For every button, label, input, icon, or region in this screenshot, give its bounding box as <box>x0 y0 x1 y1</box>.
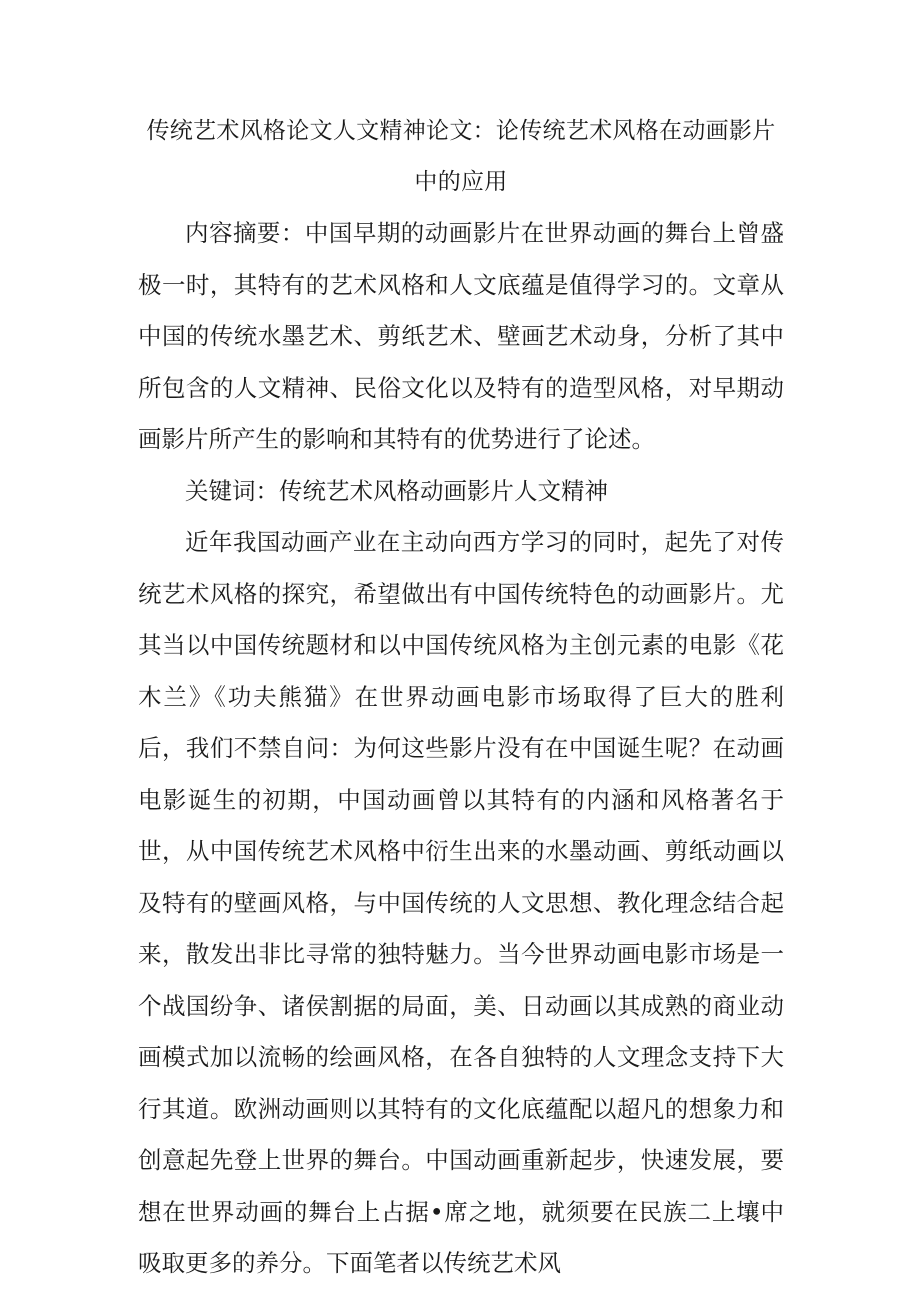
body-paragraph: 近年我国动画产业在主动向西方学习的同时，起先了对传统艺术风格的探究，希望做出有中国传统特色的动画影片。尤其当以中国传统题材和以中国传统风格为主创元素的电影《花木兰》《功夫熊猫》在世界动画电影市场取得了巨大的胜利后，我们不禁自问：为何这些影片没有在中国诞生呢？在动画电影诞生的初期，中国动画曾以其特有的内涵和风格著名于世，从中国传统艺术风格中衍生出来的水墨动画、剪纸动画以及特有的壁画风格，与中国传统的人文思想、教化理念结合起来，散发出非比寻常的独特魅力。当今世界动画电影市场是一个战国纷争、诸侯割据的局面，美、日动画以其成熟的商业动画模式加以流畅的绘画风格，在各自独特的人文理念支持下大行其道。欧洲动画则以其特有的文化底蕴配以超凡的想象力和创意起先登上世界的舞台。中国动画重新起步，快速发展，要想在世界动画的舞台上占据•席之地，就须要在民族二上壤中吸取更多的养分。下面笔者以传统艺术风 <box>138 528 784 1277</box>
document-body <box>138 106 784 1290</box>
keywords-paragraph: 关键词：传统艺术风格动画影片人文精神 <box>185 476 608 505</box>
document-title: 传统艺术风格论文人文精神论文：论传统艺术风格在动画影片中的应用 <box>146 118 776 195</box>
abstract-paragraph: 内容摘要：中国早期的动画影片在世界动画的舞台上曾盛极一时，其特有的艺术风格和人文底蕴是值得学习的。文章从中国的传统水墨艺术、剪纸艺术、壁画艺术动身，分析了其中所包含的人文精神、民俗文化以及特有的造型风格，对早期动画影片所产生的影响和其特有的优势进行了论述。 <box>138 219 784 453</box>
